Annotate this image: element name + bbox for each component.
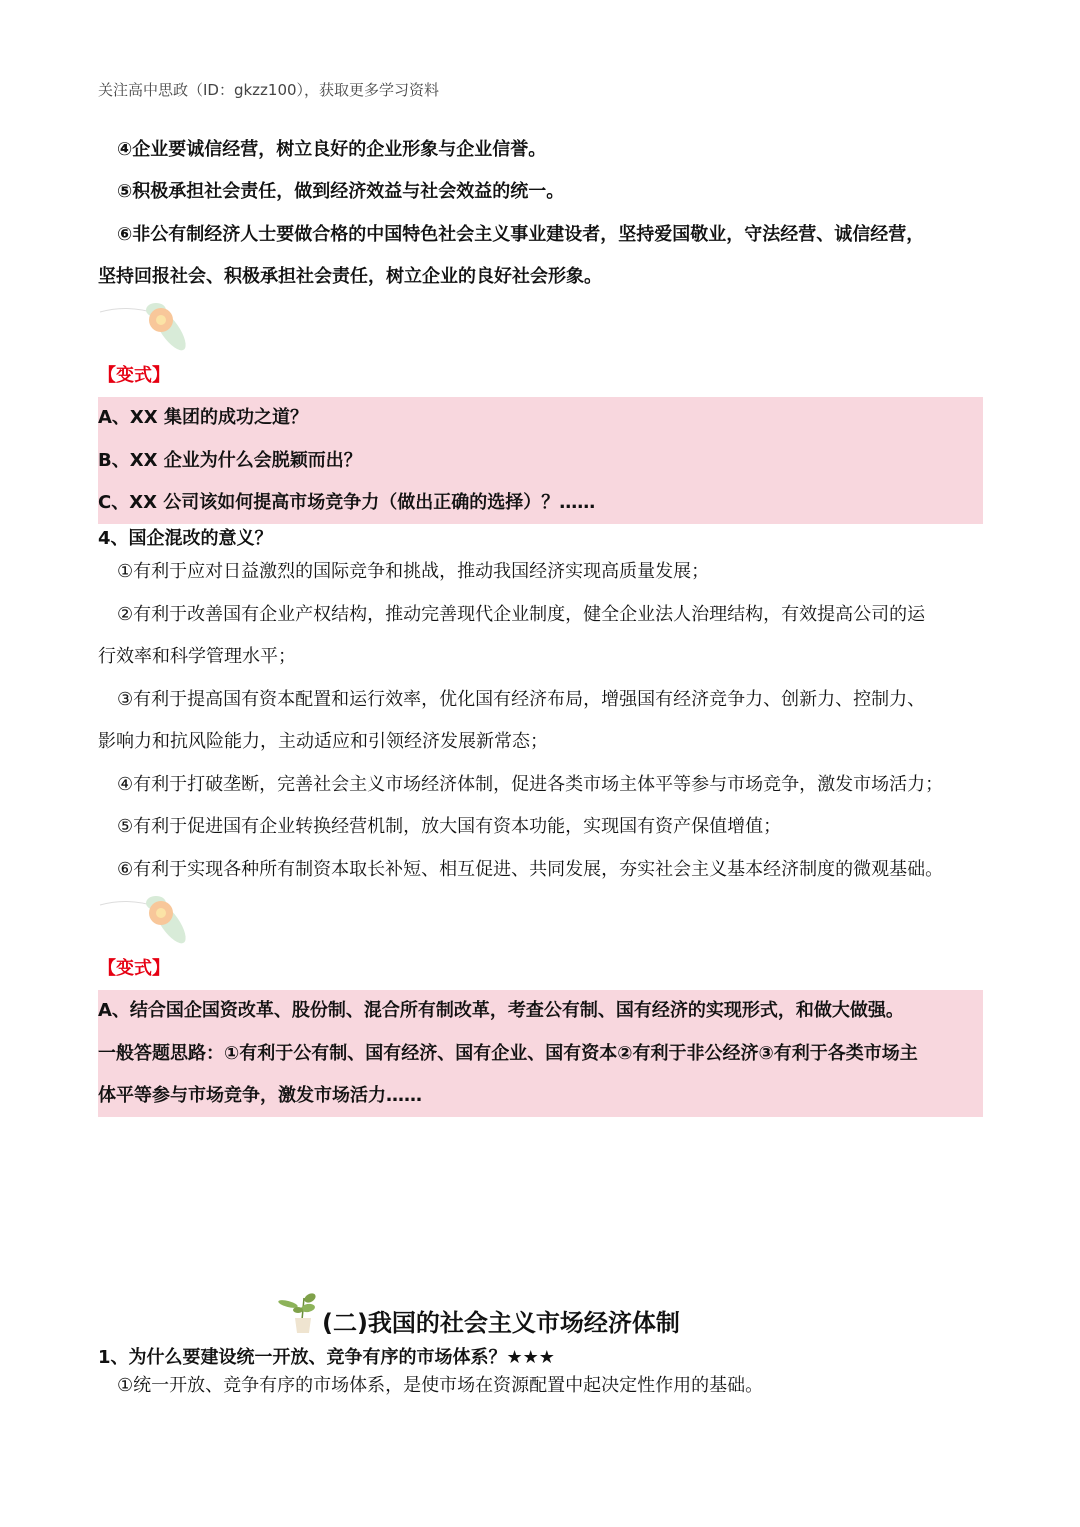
point-5: ⑤积极承担社会责任，做到经济效益与社会效益的统一。: [117, 181, 565, 202]
point-6-cont: 坚持回报社会、积极承担社会责任，树立企业的良好社会形象。: [98, 266, 602, 287]
q4-line: ③有利于提高国有资本配置和运行效率，优化国有经济布局，增强国有经济竞争力、创新力、控制力、: [117, 689, 926, 710]
q4-line: 影响力和抗风险能力，主动适应和引领经济发展新常态；: [98, 731, 548, 752]
point-4: ④企业要诚信经营，树立良好的企业形象与企业信誉。: [117, 139, 547, 160]
q4-line: ⑤有利于促进国有企业转换经营机制，放大国有资本功能，实现国有资产保值增值；: [117, 816, 782, 837]
page-header: 关注高中思政（ID：gkzz100），获取更多学习资料: [98, 81, 440, 99]
variant-item: B、XX 企业为什么会脱颖而出？: [98, 450, 362, 471]
question-1-title: 1、为什么要建设统一开放、竞争有序的市场体系？★★★: [98, 1347, 555, 1368]
variant-item: 一般答题思路：①有利于公有制、国有经济、国有企业、国有资本②有利于非公经济③有利于各类市场主: [98, 1043, 918, 1064]
q4-line: ②有利于改善国有企业产权结构，推动完善现代企业制度，健全企业法人治理结构，有效提高公司的运: [117, 604, 926, 625]
variant-label: 【变式】: [98, 958, 170, 979]
question-4-title: 4、国企混改的意义？: [98, 528, 273, 549]
variant-item: A、结合国企国资改革、股份制、混合所有制改革，考查公有制、国有经济的实现形式，和做大做强。: [98, 1000, 904, 1021]
q4-line: ④有利于打破垄断，完善社会主义市场经济体制，促进各类市场主体平等参与市场竞争，激发市场活力；: [117, 774, 944, 795]
q1-answer: ①统一开放、竞争有序的市场体系，是使市场在资源配置中起决定性作用的基础。: [117, 1375, 764, 1396]
variant-item: 体平等参与市场竞争，激发市场活力……: [98, 1085, 422, 1106]
q4-line: ⑥有利于实现各种所有制资本取长补短、相互促进、共同发展，夯实社会主义基本经济制度的微观基础。: [117, 859, 944, 880]
q4-line: ①有利于应对日益激烈的国际竞争和挑战，推动我国经济实现高质量发展；: [117, 561, 710, 582]
variant-item: C、XX 公司该如何提高市场竞争力（做出正确的选择）？……: [98, 492, 596, 513]
variant-label: 【变式】: [98, 365, 170, 386]
section-heading: (二)我国的社会主义市场经济体制: [322, 1309, 680, 1337]
point-6: ⑥非公有制经济人士要做合格的中国特色社会主义事业建设者，坚持爱国敬业，守法经营、诚信经营，: [117, 224, 925, 245]
q4-line: 行效率和科学管理水平；: [98, 646, 296, 667]
variant-item: A、XX 集团的成功之道？: [98, 407, 308, 428]
flower-decoration-icon: [98, 300, 208, 355]
flower-decoration-icon: [98, 893, 208, 948]
potted-plant-icon: [274, 1290, 320, 1334]
